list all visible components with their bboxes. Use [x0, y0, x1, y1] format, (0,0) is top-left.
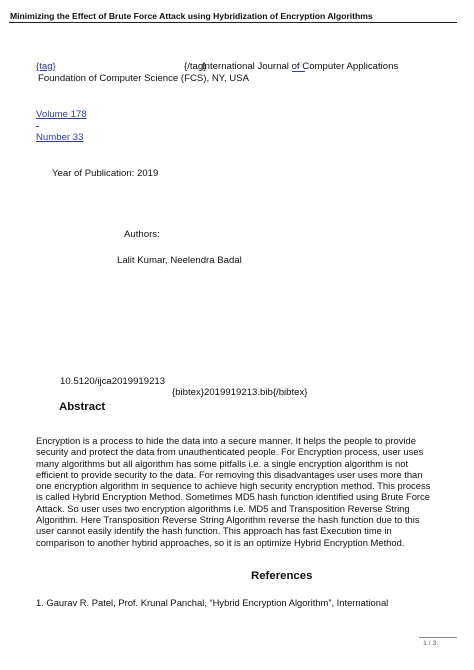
tag-open-link[interactable]: {tag} [36, 61, 56, 72]
footer-divider [419, 637, 457, 638]
abstract-heading: Abstract [59, 401, 106, 413]
page-number: 1 / 3 [423, 640, 437, 647]
number-link[interactable]: Number 33 [36, 132, 84, 143]
abstract-line: Encryption is a process to hide the data into a secure manner. It helps the people to provide [36, 435, 416, 446]
volume-number-dash [36, 126, 39, 127]
authors-label: Authors: [124, 229, 160, 240]
abstract-line: is called Hybrid Encryption Method. Sometimes MD5 hash function identified using Brute Force [36, 491, 430, 503]
volume-link[interactable]: Volume 178 [36, 109, 87, 120]
abstract-line: Attack. So user uses two encryption algorithms i.e. MD5 and Transposition Reverse String [36, 502, 410, 514]
abstract-line: one encryption algorithm in sequence to achieve high security encryption method. This process [36, 480, 431, 492]
abstract-line: comparison to another hybrid approaches, so it is an optimize Hybrid Encryption Method. [36, 536, 405, 548]
authors-names: Lalit Kumar, Neelendra Badal [117, 255, 242, 266]
document-title: Minimizing the Effect of Brute Force Attack using Hybridization of Encryption Algorithms [10, 11, 373, 21]
publication-year: Year of Publication: 2019 [52, 168, 159, 179]
journal-link-underline[interactable] [292, 71, 305, 72]
publisher: Foundation of Computer Science (FCS), NY, USA [38, 73, 249, 84]
abstract-line: security and protect the data from unauthenticated people. For Encryption process, user uses [36, 446, 424, 458]
journal-name: International Journal of Computer Applications [202, 61, 399, 72]
abstract-line: efficient to provide security to the data. For removing this disadvantages user uses more than [36, 468, 423, 480]
tag-close-text: {/tag} [184, 61, 207, 72]
header-divider [9, 22, 457, 23]
bibtex: {bibtex}2019919213.bib{/bibtex} [172, 387, 308, 398]
abstract-line: many algorithms but all algorithm has some pitfalls i.e. a single encryption algorithm is not [36, 457, 409, 469]
abstract-line: Algorithm. Here Transposition Reverse String Algorithm reverse the hash function due to this [36, 514, 420, 526]
doi: 10.5120/ijca2019919213 [60, 376, 166, 387]
references-heading: References [251, 570, 313, 582]
abstract-body [36, 435, 446, 548]
reference-item: 1. Gaurav R. Patel, Prof. Krunal Panchal, “Hybrid Encryption Algorithm”, International [36, 597, 389, 608]
abstract-line: user cannot easily identify the hash function. This approach has fast Execution time in [36, 525, 392, 537]
